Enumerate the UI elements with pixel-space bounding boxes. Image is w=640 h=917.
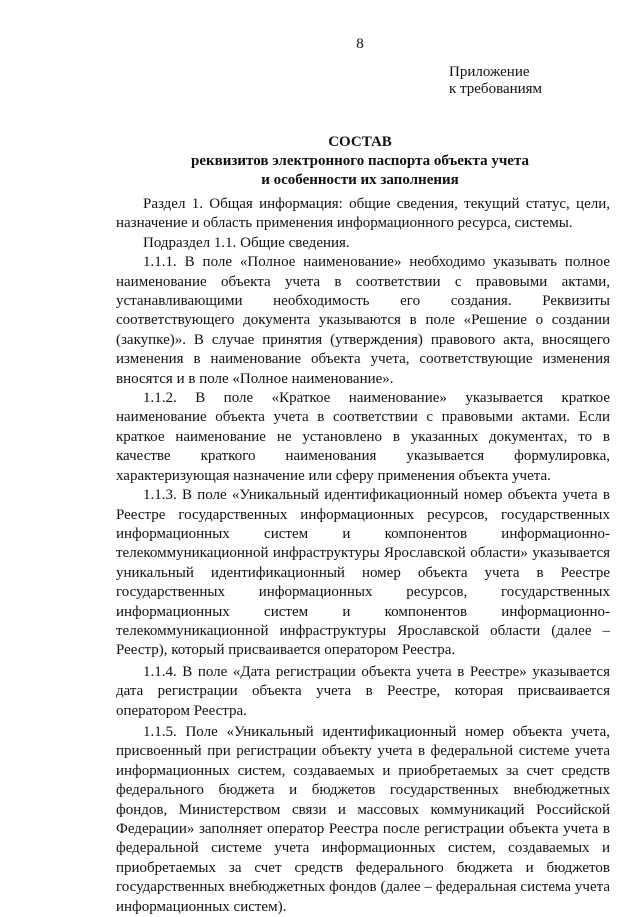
paragraph-1-1-1: 1.1.1. В поле «Полное наименование» необходимо указывать полное наименование объекта учета в соответствии с правовыми актами, устанавливающими необходимость его создания. Реквизиты соответствующего документа указываются в поле «Решение о создании (закупке)». В случае принятия (утверждения) правового акта, вносящего изменения в наименование объекта учета, соответствующие изменения вносятся и в поле «Полное наименование». (116, 254, 610, 387)
document-body (116, 195, 610, 917)
paragraph-1-1-5: 1.1.5. Поле «Уникальный идентификационный номер объекта учета, присвоенный при регистрации объекту учета в федеральной системе учета информационных систем, создаваемых и приобретаемых за счет средств федерального бюджета и бюджетов государственных внебюджетных фондов, Министерством связи и массовых коммуникаций Российской Федерации» заполняет оператор Реестра после регистрации объекта учета в федеральной системе учета информационных систем, создаваемых и приобретаемых за счет средств федерального бюджета и бюджетов государственных внебюджетных фондов (далее – федеральная система учета информационных систем). (116, 723, 610, 915)
subsection-heading-paragraph: Подраздел 1.1. Общие сведения. (143, 234, 350, 251)
section-heading-paragraph: Раздел 1. Общая информация: общие сведения, текущий статус, цели, назначение и область применения информационного ресурса, системы. (116, 196, 610, 232)
paragraph-1-1-2: 1.1.2. В поле «Краткое наименование» указывается краткое наименование объекта учета в соответствии с правовыми актами. Если краткое наименование не установлено в указанных документах, то в качестве краткого наименования указывается формулировка, характеризующая назначение или сферу применения объекта учета. (116, 390, 610, 484)
title-heading: СОСТАВ (328, 134, 392, 150)
paragraph-1-1-3: 1.1.3. В поле «Уникальный идентификационный номер объекта учета в Реестре государственных информационных ресурсов, государственных информационных систем и компонентов информационно-телекоммуникационной инфраструктуры Ярославской области» указывается уникальный идентификационный номер объекта учета в Реестре государственных информационных ресурсов, государственных информационных систем и компонентов информационно-телекоммуникационной инфраструктуры Ярославской области (далее – Реестр), который присваивается оператором Реестра. (116, 487, 610, 659)
document-title (0, 133, 640, 190)
title-line-2: реквизитов электронного паспорта объекта учета (190, 153, 530, 169)
title-line-3: и особенности их заполнения (261, 172, 459, 188)
appendix-line-2: к требованиям (449, 81, 543, 97)
paragraph-1-1-4: 1.1.4. В поле «Дата регистрации объекта учета в Реестре» указывается дата регистрации объекта учета в Реестре, которая присваивается оператором Реестра. (116, 663, 610, 719)
appendix-note (449, 64, 542, 98)
appendix-line-1: Приложение (449, 64, 530, 80)
page-number: 8 (356, 36, 364, 52)
